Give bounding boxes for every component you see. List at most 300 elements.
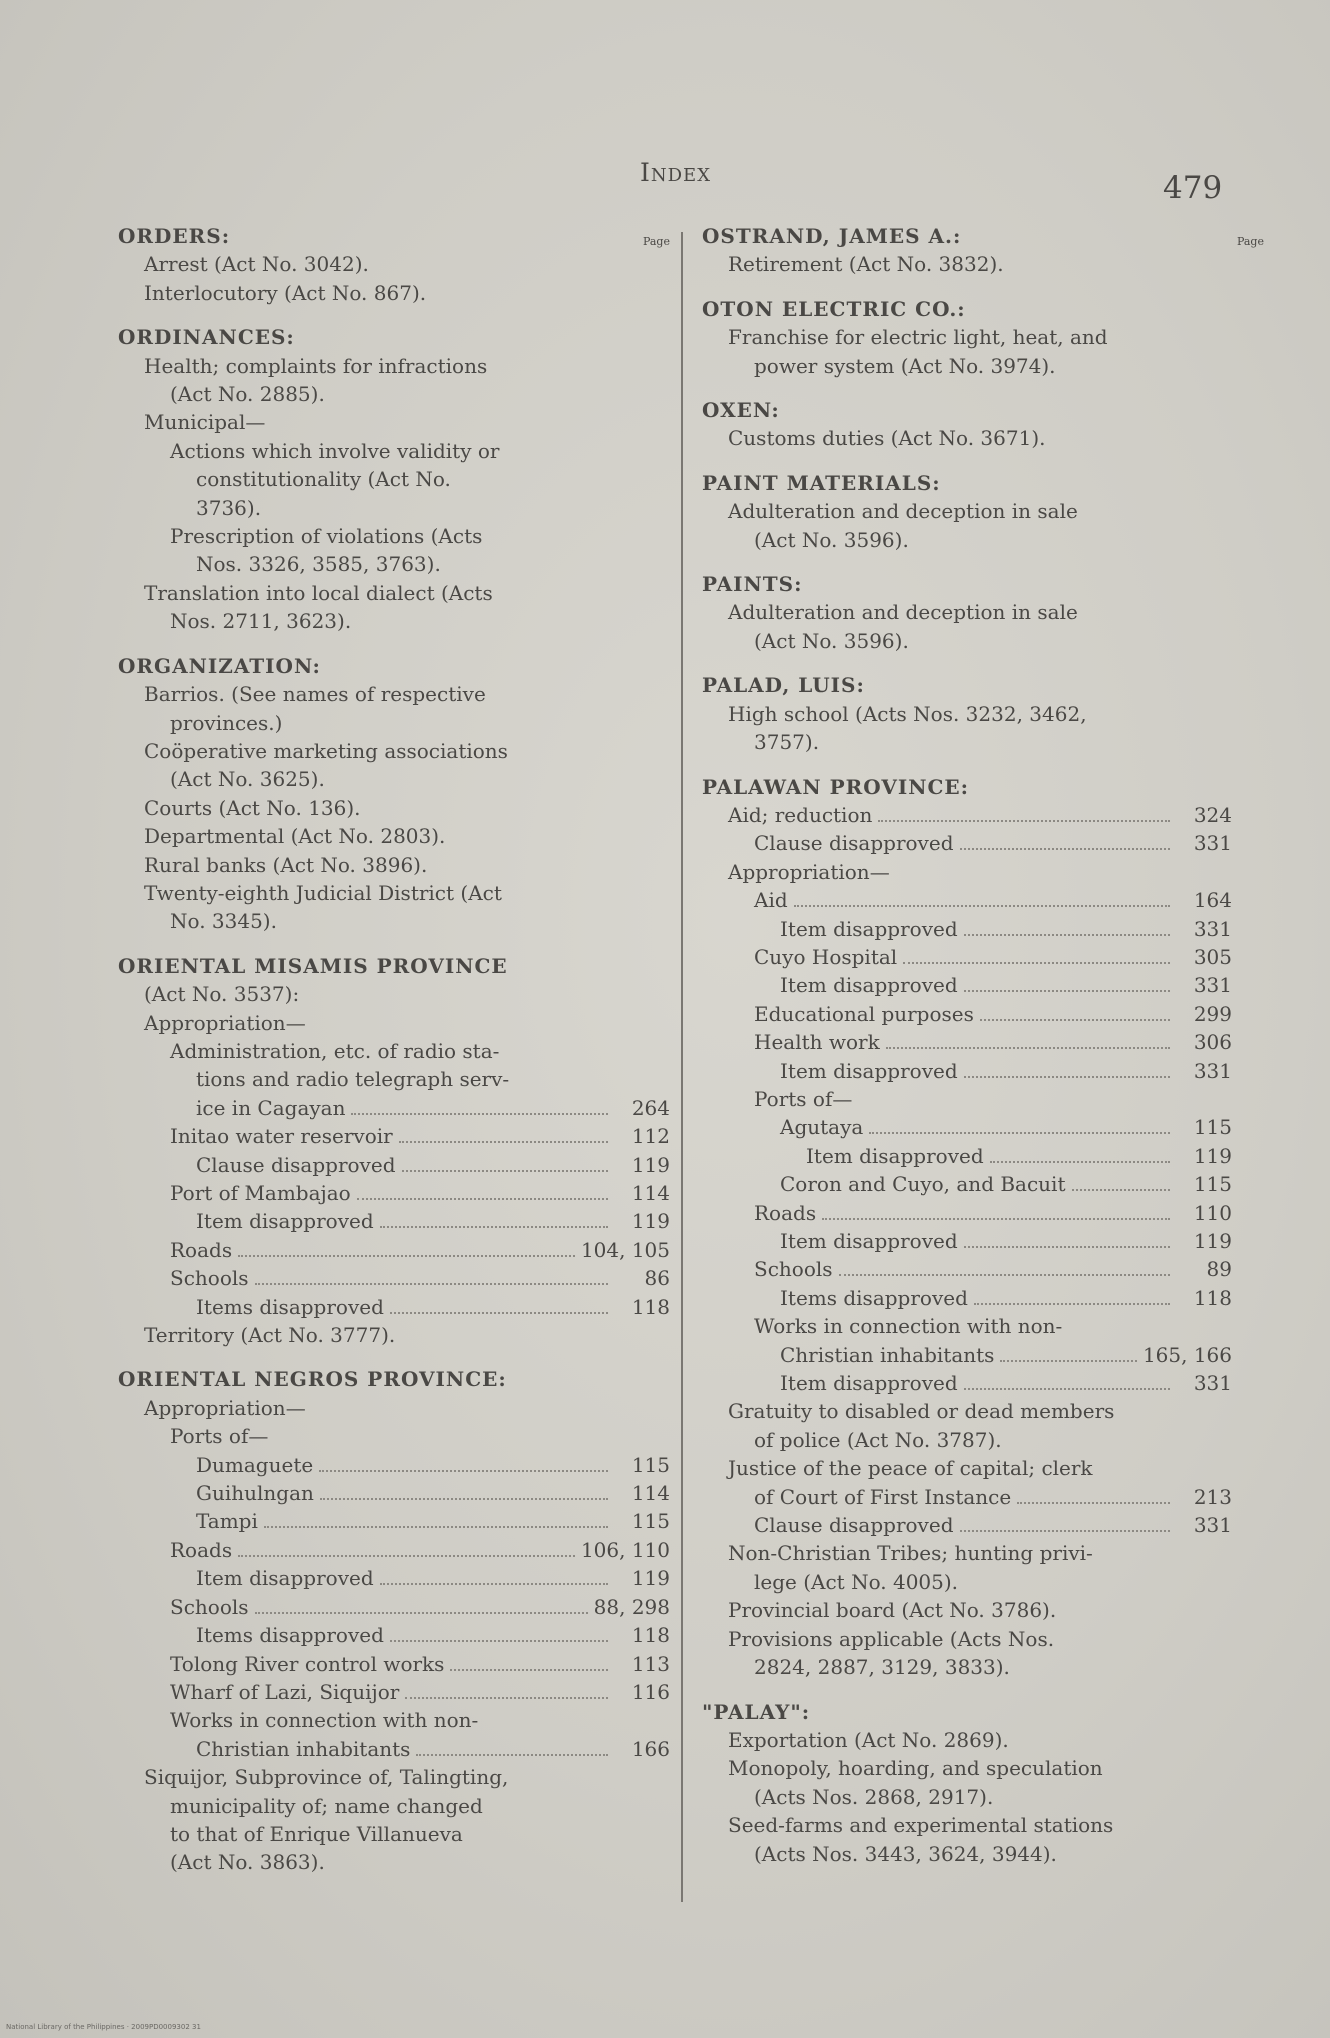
line-text: power system (Act No. 3974). — [754, 353, 1056, 378]
page-reference: 166 — [631, 1736, 670, 1761]
dot-leader — [402, 1170, 609, 1172]
dot-leader — [416, 1754, 608, 1756]
line-text: Item disapproved — [780, 1229, 958, 1253]
entry-line — [118, 1065, 670, 1093]
index-entry — [702, 469, 1232, 554]
entry-line — [702, 1199, 1232, 1227]
dot-leader — [390, 1312, 608, 1314]
page-reference: 119 — [1193, 1143, 1232, 1168]
entry-heading: ORGANIZATION: — [118, 653, 321, 678]
line-text: Items disapproved — [780, 1285, 968, 1310]
line-text: 3736). — [196, 495, 262, 520]
page-reference: 164 — [1193, 888, 1232, 913]
entry-line — [702, 1341, 1232, 1369]
entry-line — [118, 408, 670, 436]
line-text: High school (Acts Nos. 3232, 3462, — [728, 701, 1087, 726]
index-entry — [702, 773, 1232, 1682]
entry-line — [702, 1369, 1232, 1397]
entry-line — [118, 1422, 670, 1450]
dot-leader — [320, 1498, 608, 1500]
dot-leader — [357, 1198, 608, 1200]
line-text: Agutaya — [780, 1115, 864, 1140]
line-text: Barrios. (See names of respective — [144, 682, 486, 707]
dot-leader — [886, 1047, 1170, 1049]
line-text: Guihulngan — [196, 1481, 314, 1506]
dot-leader — [255, 1612, 588, 1614]
entry-line — [702, 1142, 1232, 1170]
page-reference: 165, 166 — [1142, 1342, 1232, 1367]
entry-line — [702, 1840, 1232, 1868]
page-reference: 331 — [1193, 1058, 1232, 1083]
line-text: Arrest (Act No. 3042). — [144, 252, 369, 277]
line-text: Adulteration and deception in sale — [728, 499, 1078, 524]
line-text: Wharf of Lazi, Siquijor — [170, 1679, 400, 1704]
dot-leader — [380, 1226, 608, 1228]
line-text: (Act No. 3537): — [144, 982, 300, 1007]
index-entry — [118, 222, 670, 307]
entry-heading: ORDERS: — [118, 224, 231, 248]
entry-line — [118, 879, 670, 907]
line-text: Actions which involve validity or — [170, 438, 500, 463]
line-text: Interlocutory (Act No. 867). — [144, 280, 427, 305]
entry-heading: "PALAY": — [702, 1699, 811, 1724]
entry-line — [118, 550, 670, 578]
line-text: Works in connection with non- — [754, 1314, 1063, 1339]
entry-line — [118, 1037, 670, 1065]
line-text: Clause disapproved — [754, 1513, 954, 1538]
page-reference: 115 — [631, 1509, 670, 1534]
entry-line — [702, 497, 1232, 525]
entry-line — [702, 915, 1232, 943]
left-index-column — [118, 222, 670, 1893]
page-number: 479 — [1163, 170, 1223, 206]
line-text: Prescription of violations (Acts — [170, 524, 483, 549]
entry-line — [118, 579, 670, 607]
line-text: Works in connection with non- — [170, 1708, 479, 1733]
dot-leader — [964, 934, 1170, 936]
entry-line — [702, 352, 1232, 380]
dot-leader — [1017, 1502, 1170, 1504]
line-text: Siquijor, Subprovince of, Talingting, — [144, 1765, 509, 1790]
line-text: Nos. 3326, 3585, 3763). — [196, 552, 441, 577]
entry-line — [118, 250, 670, 278]
page-reference: 119 — [631, 1209, 670, 1234]
dot-leader — [839, 1274, 1170, 1276]
page-reference: 86 — [644, 1266, 670, 1291]
line-text: to that of Enrique Villanueva — [170, 1821, 463, 1846]
dot-leader — [351, 1113, 608, 1115]
page-reference: 112 — [631, 1124, 670, 1149]
entry-line — [118, 1621, 670, 1649]
entry-line — [118, 822, 670, 850]
line-text: (Acts Nos. 2868, 2917). — [754, 1784, 994, 1809]
entry-line — [702, 1568, 1232, 1596]
dot-leader — [264, 1526, 608, 1528]
line-text: Item disapproved — [780, 973, 958, 998]
entry-line — [118, 907, 670, 935]
entry-line — [702, 1028, 1232, 1056]
line-text: Educational purposes — [754, 1001, 974, 1026]
entry-line — [702, 598, 1232, 626]
entry-line — [702, 700, 1232, 728]
dot-leader — [964, 1388, 1170, 1390]
entry-line — [118, 851, 670, 879]
entry-line — [118, 737, 670, 765]
line-text: Coron and Cuyo, and Bacuit — [780, 1172, 1066, 1197]
entry-line — [118, 765, 670, 793]
line-text: tions and radio telegraph serv- — [196, 1067, 510, 1092]
index-entry — [702, 396, 1232, 453]
line-text: Municipal— — [144, 410, 266, 435]
dot-leader — [390, 1640, 608, 1642]
line-text: Roads — [170, 1537, 233, 1562]
page-reference: 331 — [1193, 1371, 1232, 1396]
entry-line — [702, 801, 1232, 829]
line-text: Dumaguete — [196, 1452, 314, 1477]
page-reference: 114 — [631, 1181, 670, 1205]
line-text: Schools — [754, 1257, 833, 1282]
page-reference: 113 — [631, 1651, 670, 1676]
line-text: Item disapproved — [806, 1143, 984, 1168]
line-text: Non-Christian Tribes; hunting privi- — [728, 1541, 1093, 1566]
line-text: Retirement (Act No. 3832). — [728, 252, 1004, 277]
entry-line — [118, 1792, 670, 1820]
index-entry — [702, 295, 1232, 380]
entry-line — [118, 1536, 670, 1564]
line-text: Provisions applicable (Acts Nos. — [728, 1626, 1055, 1651]
entry-line — [702, 424, 1232, 452]
page-reference: 118 — [1193, 1285, 1232, 1310]
line-text: (Acts Nos. 3443, 3624, 3944). — [754, 1841, 1057, 1866]
dot-leader — [399, 1141, 608, 1143]
line-text: Health; complaints for infractions — [144, 353, 488, 378]
dot-leader — [380, 1583, 608, 1585]
dot-leader — [822, 1218, 1170, 1220]
line-text: Item disapproved — [780, 916, 958, 941]
line-text: Seed-farms and experimental stations — [728, 1813, 1114, 1838]
entry-heading: PALAWAN PROVINCE: — [702, 774, 970, 799]
line-text: Appropriation— — [728, 859, 890, 884]
line-text: Exportation (Act No. 2869). — [728, 1727, 1009, 1752]
line-text: Coöperative marketing associations — [144, 738, 508, 763]
page-reference: 306 — [1193, 1030, 1232, 1055]
entry-line — [118, 1293, 670, 1321]
entry-line — [702, 1483, 1232, 1511]
page-reference: 264 — [631, 1095, 670, 1120]
entry-line — [702, 1085, 1232, 1113]
entry-line — [118, 380, 670, 408]
dot-leader — [964, 1246, 1170, 1248]
dot-leader — [1072, 1189, 1171, 1191]
line-text: (Act No. 3863). — [170, 1850, 325, 1875]
entry-line — [702, 1539, 1232, 1567]
entry-line — [702, 1653, 1232, 1681]
entry-line — [118, 1122, 670, 1150]
line-text: Twenty-eighth Judicial District (Act — [144, 880, 502, 905]
page-reference: 116 — [631, 1679, 670, 1704]
entry-line — [118, 1094, 670, 1122]
line-text: Aid — [754, 888, 788, 913]
entry-line — [702, 1726, 1232, 1754]
entry-line — [702, 1625, 1232, 1653]
line-text: No. 3345). — [170, 909, 277, 934]
line-text: Clause disapproved — [754, 831, 954, 856]
page-reference: 110 — [1193, 1200, 1232, 1225]
line-text: (Act No. 3625). — [170, 767, 325, 792]
line-text: Christian inhabitants — [196, 1736, 411, 1761]
entry-line — [702, 829, 1232, 857]
entry-heading: OXEN: — [702, 398, 780, 423]
entry-line — [702, 971, 1232, 999]
entry-line — [118, 1394, 670, 1422]
line-text: Roads — [754, 1200, 817, 1225]
dot-leader — [238, 1555, 575, 1557]
index-entry — [702, 222, 1232, 279]
line-text: Appropriation— — [144, 1010, 306, 1035]
entry-line — [118, 1650, 670, 1678]
line-text: of Court of First Instance — [754, 1484, 1012, 1509]
entry-heading: PAINT MATERIALS: — [702, 470, 941, 495]
page-reference: 331 — [1193, 973, 1232, 998]
running-head: Index — [640, 158, 712, 187]
entry-line — [118, 1009, 670, 1037]
dot-leader — [238, 1255, 575, 1257]
line-text: Departmental (Act No. 2803). — [144, 824, 446, 849]
dot-leader — [255, 1283, 608, 1285]
line-text: Ports of— — [170, 1424, 269, 1449]
dot-leader — [878, 820, 1170, 822]
entry-heading: OSTRAND, JAMES A.: — [702, 224, 962, 248]
line-text: Nos. 2711, 3623). — [170, 609, 352, 634]
index-entry — [702, 671, 1232, 756]
page-reference: 115 — [631, 1452, 670, 1477]
index-entry — [702, 570, 1232, 655]
entry-line — [118, 794, 670, 822]
dot-leader — [319, 1470, 608, 1472]
entry-line — [118, 1179, 670, 1207]
entry-line — [118, 494, 670, 522]
dot-leader — [974, 1303, 1170, 1305]
line-text: Aid; reduction — [728, 802, 873, 827]
scan-credit: National Library of the Philippines · 2009PD0009302 31 — [6, 2023, 201, 2031]
page-reference: 104, 105 — [580, 1237, 670, 1262]
entry-line — [118, 1507, 670, 1535]
line-text: 3757). — [754, 730, 820, 755]
page-reference: 106, 110 — [580, 1537, 670, 1562]
entry-heading: ORDINANCES: — [118, 325, 295, 350]
entry-line — [118, 1451, 670, 1479]
line-text: constitutionality (Act No. — [196, 467, 451, 492]
dot-leader — [450, 1669, 608, 1671]
line-text: (Act No. 3596). — [754, 527, 909, 552]
index-entry — [702, 1698, 1232, 1868]
line-text: municipality of; name changed — [170, 1793, 483, 1818]
index-entry — [118, 1365, 670, 1876]
line-text: of police (Act No. 3787). — [754, 1427, 1002, 1452]
page-reference: 89 — [1206, 1257, 1232, 1282]
entry-line — [118, 1735, 670, 1763]
entry-line — [118, 437, 670, 465]
line-text: Monopoly, hoarding, and speculation — [728, 1756, 1103, 1781]
entry-line — [118, 1593, 670, 1621]
entry-line — [702, 886, 1232, 914]
page-reference: 115 — [1193, 1115, 1232, 1140]
entry-line — [702, 1783, 1232, 1811]
line-text: Translation into local dialect (Acts — [144, 580, 493, 605]
page-label: Page — [1236, 235, 1264, 248]
index-entry — [118, 952, 670, 1350]
entry-heading: ORIENTAL NEGROS PROVINCE: — [118, 1367, 507, 1392]
line-text: Item disapproved — [196, 1566, 374, 1591]
page-reference: 118 — [631, 1294, 670, 1319]
entry-heading: PALAD, LUIS: — [702, 673, 865, 698]
entry-heading: PAINTS: — [702, 572, 803, 597]
page-reference: 213 — [1193, 1484, 1232, 1509]
entry-line — [702, 728, 1232, 756]
page-reference: 331 — [1193, 916, 1232, 941]
entry-line — [702, 1170, 1232, 1198]
line-text: Roads — [170, 1237, 233, 1262]
dot-leader — [405, 1697, 608, 1699]
entry-line — [118, 1564, 670, 1592]
dot-leader — [794, 905, 1170, 907]
entry-line — [118, 1848, 670, 1876]
entry-line — [702, 1426, 1232, 1454]
line-text: Port of Mambajao — [170, 1181, 351, 1205]
dot-leader — [1000, 1360, 1137, 1362]
line-text: Customs duties (Act No. 3671). — [728, 426, 1046, 451]
entry-line — [702, 1227, 1232, 1255]
entry-line — [118, 352, 670, 380]
entry-line — [702, 1255, 1232, 1283]
dot-leader — [960, 1530, 1171, 1532]
entry-line — [702, 250, 1232, 278]
dot-leader — [964, 990, 1170, 992]
line-text: Items disapproved — [196, 1294, 384, 1319]
page-reference: 115 — [1193, 1172, 1232, 1197]
line-text: Franchise for electric light, heat, and — [728, 325, 1108, 350]
dot-leader — [903, 962, 1170, 964]
entry-line — [118, 1479, 670, 1507]
line-text: Item disapproved — [196, 1209, 374, 1234]
entry-line — [118, 279, 670, 307]
entry-line — [702, 1397, 1232, 1425]
right-index-column — [702, 222, 1264, 1884]
line-text: provinces.) — [170, 710, 283, 735]
page-reference: 119 — [631, 1152, 670, 1177]
entry-line — [702, 526, 1232, 554]
entry-line — [702, 323, 1232, 351]
line-text: Justice of the peace of capital; clerk — [728, 1456, 1093, 1481]
line-text: Tampi — [196, 1509, 258, 1534]
entry-line — [118, 1151, 670, 1179]
line-text: (Act No. 3596). — [754, 628, 909, 653]
entry-line — [118, 1706, 670, 1734]
line-text: Ports of— — [754, 1086, 853, 1111]
entry-heading: OTON ELECTRIC CO.: — [702, 296, 966, 321]
page-label: Page — [642, 235, 670, 248]
dot-leader — [990, 1161, 1170, 1163]
line-text: Cuyo Hospital — [754, 944, 898, 969]
entry-line — [118, 1264, 670, 1292]
entry-line — [702, 1596, 1232, 1624]
line-text: Initao water reservoir — [170, 1124, 393, 1149]
page-reference: 324 — [1193, 802, 1232, 827]
line-text: Schools — [170, 1594, 249, 1619]
entry-line — [118, 607, 670, 635]
page-reference: 331 — [1193, 831, 1232, 856]
entry-line — [702, 1811, 1232, 1839]
entry-line — [118, 1321, 670, 1349]
line-text: Items disapproved — [196, 1623, 384, 1648]
entry-line — [118, 522, 670, 550]
entry-line — [118, 709, 670, 737]
line-text: Item disapproved — [780, 1058, 958, 1083]
line-text: Territory (Act No. 3777). — [144, 1323, 396, 1348]
entry-line — [702, 1511, 1232, 1539]
line-text: Schools — [170, 1266, 249, 1291]
page-reference: 299 — [1193, 1001, 1232, 1026]
entry-line — [702, 858, 1232, 886]
line-text: Health work — [754, 1030, 880, 1055]
page-reference: 114 — [631, 1481, 670, 1506]
line-text: Gratuity to disabled or dead members — [728, 1399, 1115, 1424]
entry-line — [702, 627, 1232, 655]
line-text: Administration, etc. of radio sta- — [170, 1038, 500, 1063]
entry-line — [702, 1000, 1232, 1028]
entry-line — [702, 1754, 1232, 1782]
page-reference: 118 — [631, 1623, 670, 1648]
page-reference: 88, 298 — [593, 1594, 670, 1619]
line-text: Clause disapproved — [196, 1152, 396, 1177]
line-text: ice in Cagayan — [196, 1095, 346, 1120]
entry-line — [702, 1284, 1232, 1312]
line-text: lege (Act No. 4005). — [754, 1569, 959, 1594]
dot-leader — [980, 1019, 1170, 1021]
dot-leader — [960, 848, 1171, 850]
page-reference: 119 — [631, 1566, 670, 1591]
page-reference: 305 — [1193, 944, 1232, 969]
entry-line — [118, 1763, 670, 1791]
entry-line — [702, 943, 1232, 971]
line-text: 2824, 2887, 3129, 3833). — [754, 1655, 1010, 1680]
entry-heading: ORIENTAL MISAMIS PROVINCE — [118, 953, 508, 978]
page-reference: 331 — [1193, 1513, 1232, 1538]
dot-leader — [869, 1132, 1170, 1134]
line-text: Adulteration and deception in sale — [728, 600, 1078, 625]
dot-leader — [964, 1076, 1170, 1078]
entry-line — [118, 1820, 670, 1848]
column-divider — [681, 232, 683, 1902]
line-text: Appropriation— — [144, 1395, 306, 1420]
line-text: Christian inhabitants — [780, 1342, 995, 1367]
line-text: Courts (Act No. 136). — [144, 795, 361, 820]
entry-line — [118, 465, 670, 493]
line-text: Item disapproved — [780, 1371, 958, 1396]
entry-line — [118, 980, 670, 1008]
index-entry — [118, 652, 670, 936]
entry-line — [702, 1312, 1232, 1340]
index-entry — [118, 323, 670, 635]
page-reference: 119 — [1193, 1229, 1232, 1253]
entry-line — [702, 1454, 1232, 1482]
entry-line — [118, 1207, 670, 1235]
line-text: Rural banks (Act No. 3896). — [144, 852, 428, 877]
entry-line — [702, 1057, 1232, 1085]
entry-line — [118, 680, 670, 708]
line-text: Tolong River control works — [170, 1651, 445, 1676]
index-entries — [702, 222, 1232, 1868]
